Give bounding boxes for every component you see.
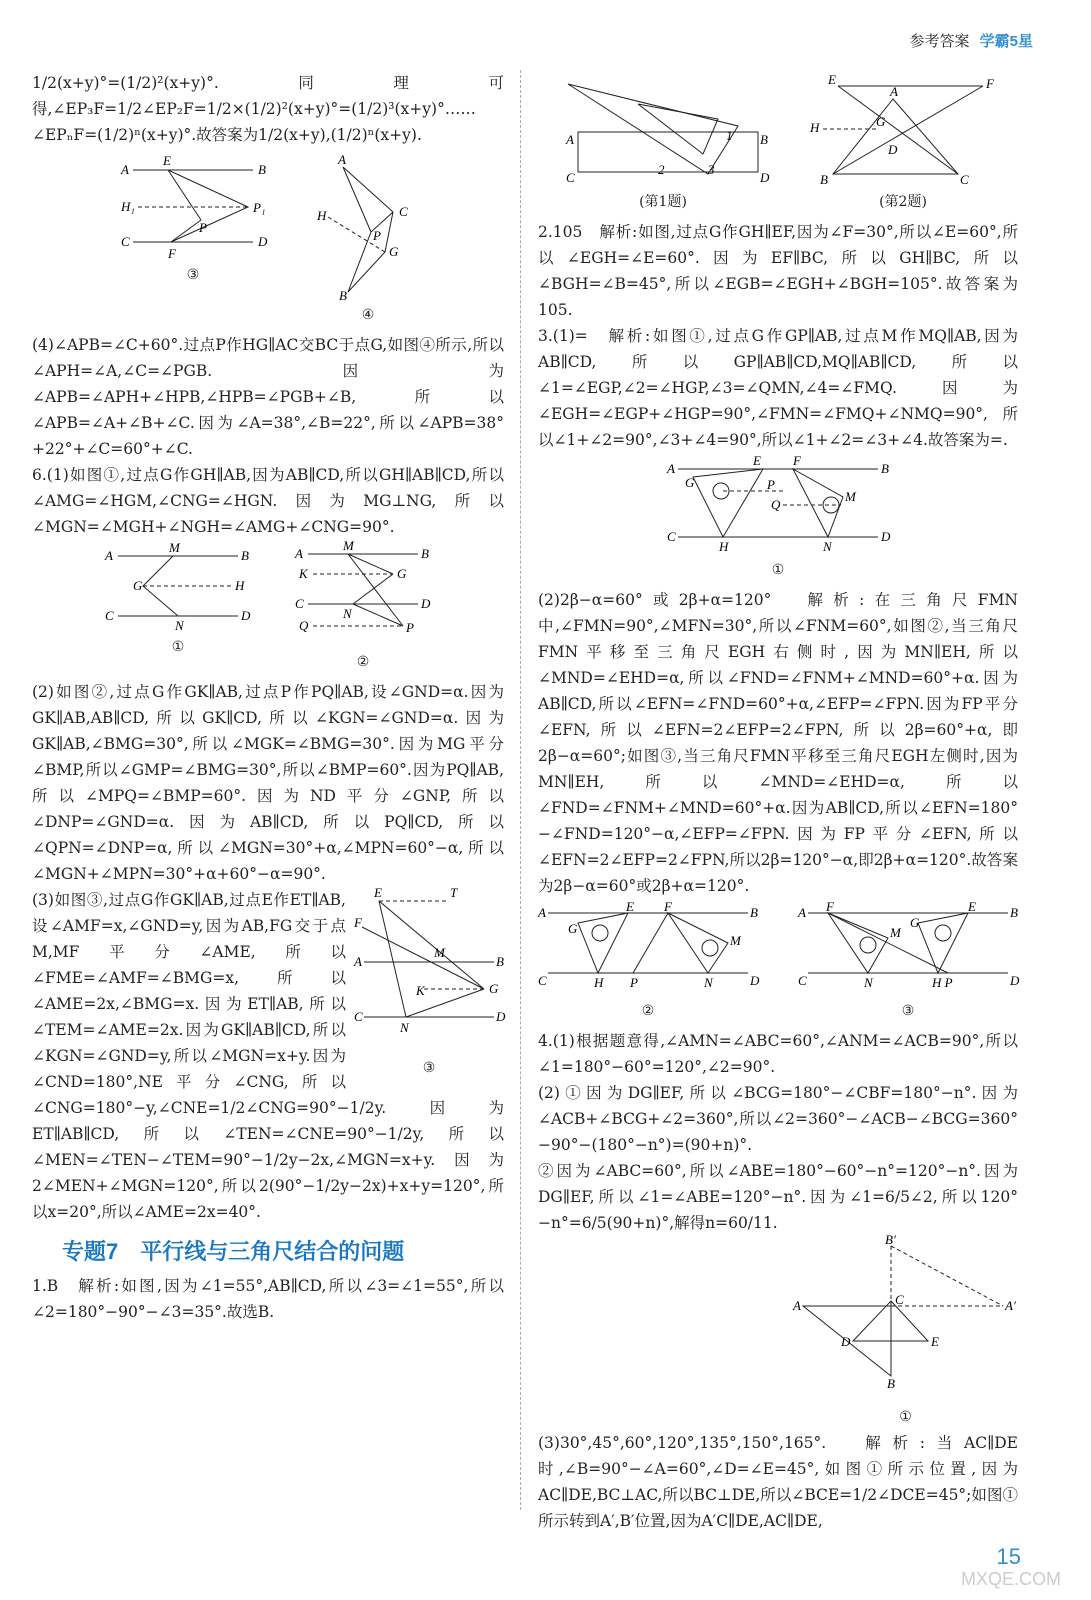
figure-E-diagram: [798, 899, 1020, 998]
svg-text:H: H: [317, 208, 327, 223]
svg-text:N: N: [823, 539, 832, 554]
svg-text:A: A: [338, 152, 346, 167]
svg-text:K: K: [299, 566, 308, 581]
figure-row-C: [538, 453, 1018, 583]
svg-text:H: H: [594, 975, 604, 990]
svg-text:A: A: [354, 954, 362, 969]
figure-row-A-B: [538, 74, 1018, 215]
figure-3: [113, 152, 273, 328]
figure-5-caption: ③: [422, 1060, 436, 1076]
left-para-7: 1.B 解析:如图,因为∠1=55°,AB∥CD,所以∠3=∠1=55°,所以∠2=180°−90°−∠3=35°.故选B.: [32, 1277, 504, 1321]
svg-text:B: B: [820, 172, 828, 187]
svg-text:1: 1: [726, 128, 733, 143]
right-para-1: 2.105 解析:如图,过点G作GH∥EF,因为∠F=30°,所以∠E=60°,所以∠EGH=∠E=60°.因为EF∥BC,所以GH∥BC,所以∠BGH=∠B=45°,所以∠EGB=∠EGH+∠BGH=105°.故答案为105.: [538, 223, 1018, 319]
svg-text:D: D: [888, 142, 898, 157]
svg-text:H₁: H₁: [121, 199, 135, 214]
figure-B-caption: (第2题): [879, 194, 927, 210]
figure-D-caption: ②: [641, 1003, 655, 1019]
svg-text:F: F: [793, 453, 801, 468]
svg-text:B: B: [881, 461, 889, 476]
figure-A-caption: (第1题): [639, 194, 687, 210]
svg-text:B: B: [421, 546, 429, 561]
svg-text:D: D: [1010, 973, 1020, 988]
svg-text:D: D: [421, 596, 431, 611]
svg-text:B: B: [496, 954, 504, 969]
figure-5-diagram: [354, 887, 504, 1047]
figure-D: [538, 899, 760, 1024]
q4-part3-block: [538, 1232, 1018, 1534]
figure-E: [798, 899, 1020, 1024]
svg-text:D: D: [241, 608, 251, 623]
svg-text:C: C: [295, 596, 304, 611]
svg-text:C: C: [105, 608, 114, 623]
part3-block: [32, 887, 504, 1225]
figure-F-caption: ①: [899, 1409, 912, 1425]
svg-text:M: M: [730, 933, 741, 948]
svg-text:D: D: [881, 529, 891, 544]
figure-1: [103, 540, 253, 675]
left-para-1: 1/2(x+y)°=(1/2)²(x+y)°.同理可得,∠EP₃F=1/2∠EP₂F=1/2×(1/2)²(x+y)°=(1/2)³(x+y)°……: [32, 74, 504, 118]
page-number: 15: [996, 1544, 1021, 1569]
svg-text:P₁: P₁: [253, 200, 266, 215]
svg-text:N: N: [400, 1020, 409, 1035]
figure-1-diagram: [103, 540, 253, 634]
svg-text:A: A: [105, 548, 113, 563]
right-para-2: 3.(1)= 解析:如图①,过点G作GP∥AB,过点M作MQ∥AB,因为AB∥CD,所以GP∥AB∥CD,MQ∥AB∥CD,所以∠1=∠EGP,∠2=∠HGP,∠3=∠QMN,∠4=∠FMQ.因为∠EGH=∠EGP+∠HGP=90°,∠FMN=∠FMQ+∠NMQ=90°,所以∠1+∠2=90°,∠3+∠4=90°,所以∠1+∠2=∠3+∠4.故答案为=.: [538, 327, 1018, 449]
svg-text:E: E: [828, 72, 836, 87]
svg-text:A: A: [890, 84, 898, 99]
svg-text:P: P: [373, 228, 381, 243]
right-para-4: 4.(1)根据题意得,∠AMN=∠ABC=60°,∠ANM=∠ACB=90°,所以∠1=180°−60°=120°,∠2=90°.: [538, 1032, 1018, 1076]
svg-text:P: P: [767, 477, 775, 492]
figure-C-caption: ①: [771, 562, 785, 578]
svg-text:F: F: [826, 899, 834, 914]
watermark: MXQE.COM: [960, 1569, 1061, 1589]
figure-2-diagram: [293, 538, 433, 649]
svg-text:B: B: [887, 1376, 895, 1391]
svg-text:M: M: [890, 925, 901, 940]
svg-text:F: F: [168, 246, 176, 261]
svg-text:G: G: [910, 915, 920, 930]
svg-text:C: C: [538, 973, 547, 988]
svg-text:G: G: [397, 566, 407, 581]
svg-text:P: P: [630, 975, 638, 990]
figure-5: [354, 887, 504, 1081]
figure-4: [313, 152, 423, 328]
svg-text:C: C: [895, 1292, 904, 1307]
figure-row-3-4: [32, 152, 504, 328]
svg-text:C: C: [667, 529, 676, 544]
figure-row-1-2: [32, 538, 504, 675]
right-para-3: (2)2β−α=60°或2β+α=120° 解析:在三角尺FMN中,∠FMN=90°,∠MFN=30°,所以∠FNM=60°,如图②,当三角尺FMN平移至三角尺EGH右侧时,因为MN∥EH,所以∠MND=∠EHD=α,所以∠FND=∠FNM+∠MND=60°+α.因为AB∥CD,所以∠EFN=∠FND=60°+α,∠EFP=∠FPN.因为FP平分∠EFN,所以∠EFN=2∠EFP=2∠FPN,所以2β=60°+α,即2β−α=60°;如图③,当三角尺FMN平移至三角尺EGH左侧时,因为MN∥EH,所以∠MND=∠EHD=α,所以∠FND=∠FNM+∠MND=60°+α.因为AB∥CD,所以∠EFN=180°−∠FND=120°−α,∠EFP=∠FPN.因为FP平分∠EFN,所以∠EFN=2∠EFP=2∠FPN,所以2β=120°−α,即2β+α=120°.故答案为2β−α=60°或2β+α=120°.: [538, 591, 1018, 895]
svg-text:E: E: [753, 453, 761, 468]
column-divider: [520, 70, 521, 1510]
svg-text:2: 2: [658, 162, 665, 177]
svg-text:P: P: [199, 220, 207, 235]
page-header: [909, 30, 1033, 51]
svg-text:D: D: [760, 170, 770, 185]
svg-text:F: F: [986, 76, 994, 91]
left-para-5: (2)如图②,过点G作GK∥AB,过点P作PQ∥AB,设∠GND=α.因为GK∥AB,AB∥CD,所以GK∥CD,所以∠KGN=∠GND=α.因为GK∥AB,∠BMG=30°,所以∠MGK=∠BMG=30°.因为MG平分∠BMP,所以∠GMP=∠BMG=30°,所以∠BMP=60°.因为PQ∥AB,所以∠MPQ=∠BMP=60°.因为ND平分∠GNP,所以∠DNP=∠GND=α.因为AB∥CD,所以PQ∥CD,所以∠QPN=∠DNP=α,所以∠MGN=30°+α,∠MPN=60°−α,所以∠MGN+∠MPN=30°+α+60°−α=90°.: [32, 683, 504, 883]
left-para-4: 6.(1)如图①,过点G作GH∥AB,因为AB∥CD,所以GH∥AB∥CD,所以∠AMG=∠HGM,∠CNG=∠HGN.因为MG⊥NG,所以∠MGN=∠MGH+∠NGH=∠AMG+∠CNG=90°.: [32, 466, 504, 536]
svg-text:B: B: [1010, 905, 1018, 920]
svg-text:D: D: [841, 1334, 851, 1349]
figure-B: [808, 74, 998, 215]
svg-text:H: H: [810, 120, 820, 135]
svg-text:3: 3: [708, 162, 715, 177]
figure-B-diagram: [808, 74, 998, 189]
right-para-7: (3)30°,45°,60°,120°,135°,150°,165°. 解析:当AC∥DE时,∠B=90°−∠A=60°,∠D=∠E=45°,如图①所示位置,因为AC∥DE,BC⊥AC,所以BC⊥DE,所以∠BCE=1/2∠DCE=45°;如图①所示转到A′,B′位置,因为A′C∥DE,AC∥DE,: [538, 1434, 1018, 1530]
svg-text:Q: Q: [771, 497, 781, 512]
svg-text:E: E: [968, 899, 976, 914]
figure-4-caption: ④: [361, 307, 375, 323]
svg-text:M: M: [169, 540, 180, 555]
svg-text:B′: B′: [885, 1232, 896, 1247]
svg-text:D: D: [496, 1009, 506, 1024]
svg-text:G: G: [876, 114, 886, 129]
svg-text:H: H: [235, 578, 245, 593]
svg-text:A: A: [295, 546, 303, 561]
svg-text:N: N: [343, 606, 352, 621]
svg-text:A: A: [793, 1298, 801, 1313]
svg-text:M: M: [434, 945, 445, 960]
svg-text:A: A: [667, 461, 675, 476]
figure-1-caption: ①: [171, 639, 185, 655]
svg-text:N: N: [864, 975, 873, 990]
svg-text:C: C: [960, 172, 969, 187]
svg-text:C: C: [121, 234, 130, 249]
svg-text:C: C: [399, 204, 408, 219]
figure-A: [558, 74, 768, 215]
right-para-6: ②因为∠ABC=60°,所以∠ABE=180°−60°−n°=120°−n°.因为DG∥EF,所以∠1=∠ABE=120°−n°.因为∠1=6/5∠2,所以120°−n°=6/5(90+n)°,解得n=60/11.: [538, 1162, 1018, 1232]
figure-F: [793, 1232, 1018, 1430]
svg-text:H P: H P: [932, 975, 953, 990]
svg-text:G: G: [489, 981, 499, 996]
svg-text:B: B: [760, 132, 768, 147]
figure-A-diagram: [558, 74, 768, 189]
figure-D-diagram: [538, 899, 760, 998]
svg-text:E: E: [931, 1334, 939, 1349]
svg-text:G: G: [568, 921, 578, 936]
svg-text:A: A: [566, 132, 574, 147]
svg-text:T: T: [450, 885, 458, 900]
svg-text:G: G: [685, 475, 695, 490]
svg-text:C: C: [354, 1009, 363, 1024]
figure-3-caption: ③: [186, 267, 200, 283]
svg-text:F: F: [354, 915, 362, 930]
svg-text:D: D: [258, 234, 268, 249]
svg-text:F: F: [664, 899, 672, 914]
svg-text:D: D: [750, 973, 760, 988]
left-para-3: (4)∠APB=∠C+60°.过点P作HG∥AC交BC于点G,如图④所示,所以∠APH=∠A,∠C=∠PGB.因为∠APB=∠APH+∠HPB,∠HPB=∠PGB+∠B,所以∠APB=∠A+∠B+∠C.因为∠A=38°,∠B=22°,所以∠APB=38°+22°+∠C=60°+∠C.: [32, 336, 504, 458]
svg-text:G: G: [389, 244, 399, 259]
svg-text:G: G: [133, 578, 143, 593]
svg-text:B: B: [339, 288, 347, 303]
svg-text:H: H: [719, 539, 729, 554]
section-title: 专题7 平行线与三角尺结合的问题: [62, 1239, 405, 1264]
svg-text:E: E: [163, 153, 171, 168]
right-para-5: (2)①因为DG∥EF,所以∠BCG=180°−∠CBF=180°−n°.因为∠ACB+∠BCG+∠2=360°,所以∠2=360°−∠ACB−∠BCG=360°−90°−(180°−n°)=(90+n)°.: [538, 1084, 1018, 1154]
figure-C: [663, 453, 893, 583]
svg-text:K: K: [416, 983, 425, 998]
svg-text:M: M: [343, 538, 354, 553]
figure-E-caption: ③: [901, 1003, 915, 1019]
svg-text:C: C: [798, 973, 807, 988]
svg-text:E: E: [626, 899, 634, 914]
left-para-6: (3)如图③,过点G作GK∥AB,过点E作ET∥AB,设∠AMF=x,∠GND=y,因为AB,FG交于点M,MF平分∠AME,所以∠FME=∠AMF=∠BMG=x,所以∠AME=2x,∠BMG=x.因为ET∥AB,所以∠TEM=∠AME=2x.因为GK∥AB∥CD,所以∠KGN=∠GND=y,所以∠MGN=x+y.因为∠CND=180°,NE平分∠CNG,所以∠CNG=180°−y,∠CNE=1/2∠CNG=90°−1/2y.因为ET∥AB∥CD,所以∠TEN=∠CNE=90°−1/2y,所以∠MEN=∠TEN−∠TEM=90°−1/2y−2x,∠MGN=x+y.因为2∠MEN+∠MGN=120°,所以2(90°−1/2y−2x)+x+y=120°,所以x=20°,所以∠AME=2x=40°.: [32, 891, 504, 1221]
figure-2-caption: ②: [356, 654, 370, 670]
header-brand: 学霸5星: [979, 33, 1033, 50]
figure-F-diagram: [793, 1232, 1018, 1396]
svg-text:M: M: [845, 489, 856, 504]
left-para-2: ∠EPₙF=(1/2)ⁿ(x+y)°.故答案为1/2(x+y),(1/2)ⁿ(x+y).: [32, 126, 422, 144]
svg-text:N: N: [175, 618, 184, 633]
figure-3-diagram: [113, 152, 273, 262]
header-label: 参考答案: [909, 33, 970, 50]
svg-text:Q: Q: [299, 618, 309, 633]
left-column: [32, 70, 504, 1325]
svg-text:B: B: [750, 905, 758, 920]
right-column: [538, 70, 1018, 1534]
figure-2: [293, 538, 433, 675]
svg-text:B: B: [258, 162, 266, 177]
svg-text:B: B: [241, 548, 249, 563]
figure-4-diagram: [313, 152, 423, 302]
svg-text:C: C: [566, 170, 575, 185]
svg-text:N: N: [704, 975, 713, 990]
svg-text:E: E: [374, 885, 382, 900]
figure-C-diagram: [663, 453, 893, 557]
figure-row-D-E: [538, 899, 1020, 1024]
svg-text:A: A: [538, 905, 546, 920]
svg-text:A: A: [121, 162, 129, 177]
svg-text:A′: A′: [1005, 1298, 1016, 1313]
svg-text:A: A: [798, 905, 806, 920]
svg-text:P: P: [406, 620, 414, 635]
